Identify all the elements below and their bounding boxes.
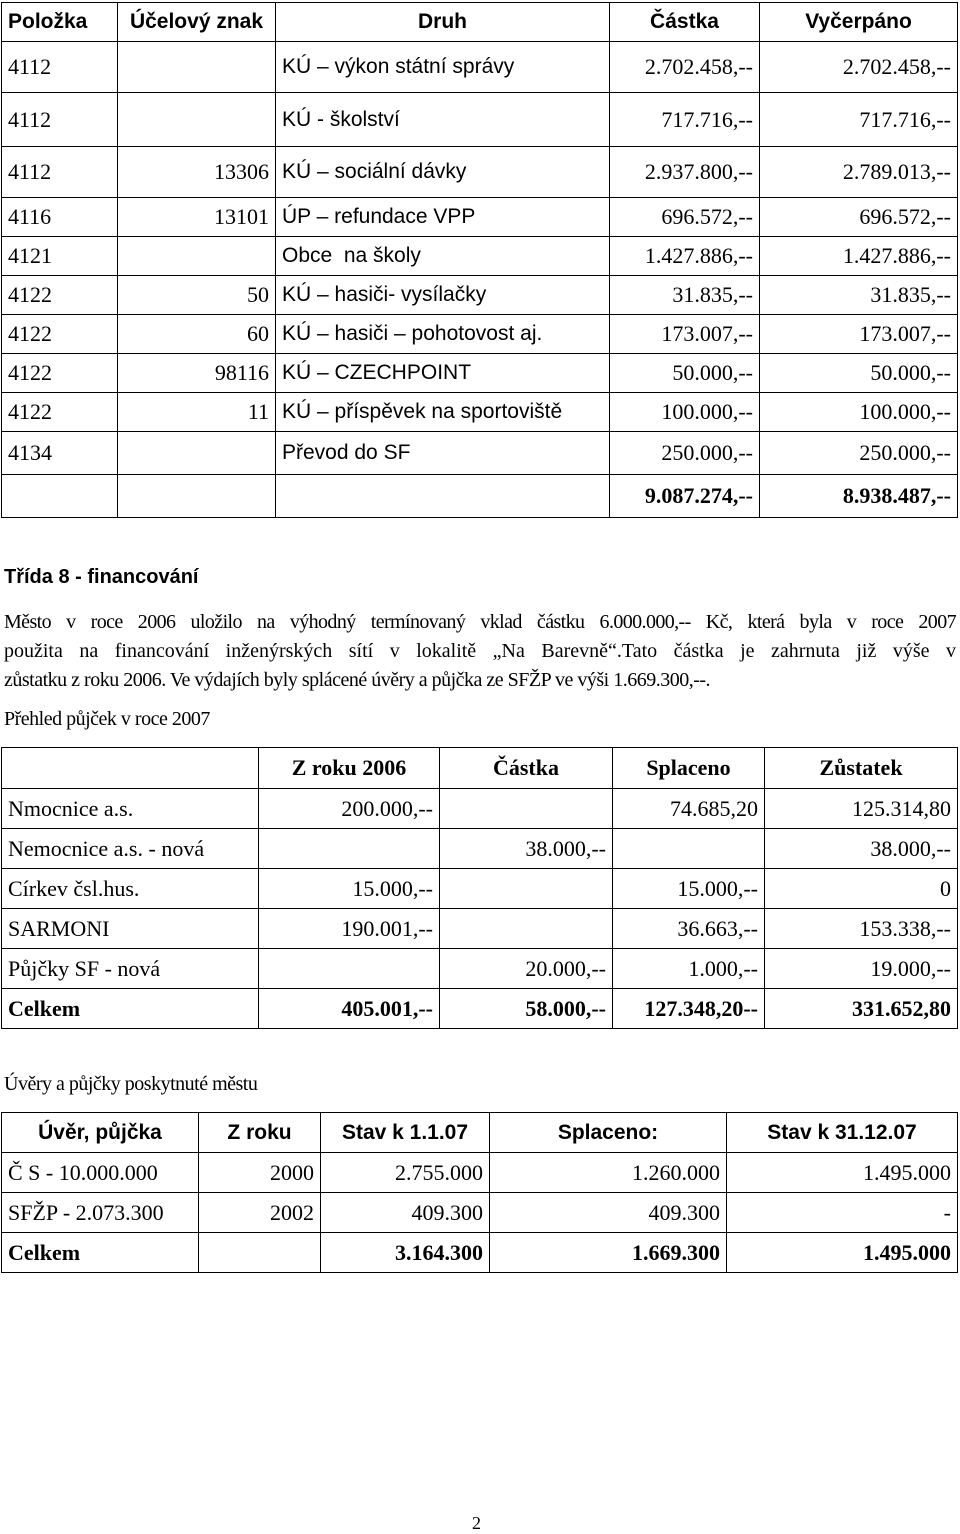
cell-ucelovy-znak [118,42,276,93]
cell-vycerpano: 2.789.013,-- [760,147,958,198]
table-row [2,869,958,909]
cell-polozka: 4134 [2,432,118,475]
credits-table [1,1112,958,1273]
cell-polozka: 4121 [2,237,118,276]
cell-ucelovy-znak: 13306 [118,147,276,198]
table-header-row [2,748,958,789]
col-header-castka: Částka [440,748,613,789]
cell-stav-1-1-07: 2.755.000 [321,1153,490,1193]
cell-ucelovy-znak [118,93,276,147]
cell-total-label: Celkem [2,989,259,1029]
col-header-druh: Druh [276,3,610,42]
col-header-uver-pujcka: Úvěr, půjčka [2,1113,199,1153]
col-header-stav-1-1-07: Stav k 1.1.07 [321,1113,490,1153]
cell-castka: 717.716,-- [610,93,760,147]
cell-castka [440,869,613,909]
cell-name: SARMONI [2,909,259,949]
cell-ucelovy-znak: 13101 [118,198,276,237]
cell-z-roku-2006 [259,949,440,989]
cell-druh: Obce na školy [276,237,610,276]
cell-z-roku-2006: 15.000,-- [259,869,440,909]
cell-zustatek: 19.000,-- [765,949,958,989]
cell-vycerpano: 717.716,-- [760,93,958,147]
table-row [2,276,958,315]
cell-polozka: 4112 [2,93,118,147]
cell-druh: KÚ – výkon státní správy [276,42,610,93]
col-header-z-roku-2006: Z roku 2006 [259,748,440,789]
cell-total-stav-1-1-07: 3.164.300 [321,1233,490,1273]
loans-table [1,747,958,1029]
paragraph-line: použita na financování inženýrských sítí v lokalitě „Na Barevně“.Tato částka je zahrnuta již výše v [4,640,956,662]
cell-uver-pujcka: Č S - 10.000.000 [2,1153,199,1193]
section-title: Třída 8 - financování [4,566,199,588]
cell-name: Nmocnice a.s. [2,789,259,829]
cell-total-zustatek: 331.652,80 [765,989,958,1029]
total-row [2,1233,958,1273]
cell-name: Církev čsl.hus. [2,869,259,909]
table-row [2,1153,958,1193]
cell-vycerpano: 696.572,-- [760,198,958,237]
table-row [2,909,958,949]
table-row [2,432,958,475]
cell-castka: 173.007,-- [610,315,760,354]
cell-druh: ÚP – refundace VPP [276,198,610,237]
cell-castka: 2.702.458,-- [610,42,760,93]
cell-castka [440,789,613,829]
cell-castka: 38.000,-- [440,829,613,869]
cell-stav-1-1-07: 409.300 [321,1193,490,1233]
cell-total-empty [2,475,118,518]
cell-castka: 696.572,-- [610,198,760,237]
table-row [2,198,958,237]
cell-ucelovy-znak: 98116 [118,354,276,393]
cell-splaceno: 36.663,-- [613,909,765,949]
cell-total-label: Celkem [2,1233,199,1273]
col-header-ucelovy-znak: Účelový znak [118,3,276,42]
col-header-name [2,748,259,789]
table-header-row [2,1113,958,1153]
cell-polozka: 4122 [2,393,118,432]
cell-castka: 100.000,-- [610,393,760,432]
credits-heading: Úvěry a půjčky poskytnuté městu [4,1073,258,1095]
cell-druh: KÚ – CZECHPOINT [276,354,610,393]
cell-castka: 2.937.800,-- [610,147,760,198]
table-row [2,315,958,354]
cell-total-splaceno: 127.348,20-- [613,989,765,1029]
cell-splaceno [613,829,765,869]
col-header-z-roku: Z roku [199,1113,321,1153]
paragraph-line: Město v roce 2006 uložilo na výhodný termínovaný vklad částku 6.000.000,-- Kč, která byla v roce 2007 [4,611,956,633]
cell-name: Nemocnice a.s. - nová [2,829,259,869]
total-row [2,989,958,1029]
table-row [2,829,958,869]
cell-splaceno: 409.300 [490,1193,727,1233]
col-header-splaceno: Splaceno: [490,1113,727,1153]
table-row [2,354,958,393]
cell-z-roku-2006: 190.001,-- [259,909,440,949]
table-row [2,237,958,276]
cell-castka: 250.000,-- [610,432,760,475]
cell-castka: 31.835,-- [610,276,760,315]
cell-ucelovy-znak [118,432,276,475]
cell-total-vycerpano: 8.938.487,-- [760,475,958,518]
cell-ucelovy-znak: 50 [118,276,276,315]
cell-castka: 50.000,-- [610,354,760,393]
cell-vycerpano: 250.000,-- [760,432,958,475]
cell-druh: KÚ - školství [276,93,610,147]
cell-druh: Převod do SF [276,432,610,475]
col-header-polozka: Položka [2,3,118,42]
cell-z-roku-2006: 200.000,-- [259,789,440,829]
cell-polozka: 4116 [2,198,118,237]
cell-total-z-roku-2006: 405.001,-- [259,989,440,1029]
cell-splaceno: 15.000,-- [613,869,765,909]
cell-total-splaceno: 1.669.300 [490,1233,727,1273]
cell-polozka: 4122 [2,315,118,354]
cell-zustatek: 0 [765,869,958,909]
cell-vycerpano: 100.000,-- [760,393,958,432]
cell-total-castka: 58.000,-- [440,989,613,1029]
table-row [2,393,958,432]
cell-polozka: 4112 [2,147,118,198]
cell-vycerpano: 173.007,-- [760,315,958,354]
cell-z-roku: 2000 [199,1153,321,1193]
col-header-castka: Částka [610,3,760,42]
cell-castka [440,909,613,949]
cell-stav-31-12-07: 1.495.000 [727,1153,958,1193]
loans-heading: Přehled půjček v roce 2007 [4,708,210,730]
table-row [2,789,958,829]
cell-druh: KÚ – hasiči- vysílačky [276,276,610,315]
cell-name: Půjčky SF - nová [2,949,259,989]
cell-zustatek: 153.338,-- [765,909,958,949]
cell-total-empty [118,475,276,518]
cell-vycerpano: 1.427.886,-- [760,237,958,276]
col-header-splaceno: Splaceno [613,748,765,789]
cell-druh: KÚ – sociální dávky [276,147,610,198]
cell-druh: KÚ – hasiči – pohotovost aj. [276,315,610,354]
cell-ucelovy-znak [118,237,276,276]
cell-splaceno: 1.000,-- [613,949,765,989]
cell-stav-31-12-07: - [727,1193,958,1233]
table-row [2,147,958,198]
cell-ucelovy-znak: 11 [118,393,276,432]
cell-total-stav-31-12-07: 1.495.000 [727,1233,958,1273]
cell-total-castka: 9.087.274,-- [610,475,760,518]
cell-polozka: 4122 [2,354,118,393]
cell-zustatek: 38.000,-- [765,829,958,869]
table-row [2,93,958,147]
col-header-stav-31-12-07: Stav k 31.12.07 [727,1113,958,1153]
cell-vycerpano: 2.702.458,-- [760,42,958,93]
cell-uver-pujcka: SFŽP - 2.073.300 [2,1193,199,1233]
cell-vycerpano: 50.000,-- [760,354,958,393]
table-row [2,42,958,93]
table-row [2,949,958,989]
cell-z-roku-2006 [259,829,440,869]
total-row [2,475,958,518]
cell-druh: KÚ – příspěvek na sportoviště [276,393,610,432]
cell-splaceno: 1.260.000 [490,1153,727,1193]
table-row [2,1193,958,1233]
cell-zustatek: 125.314,80 [765,789,958,829]
cell-total-empty [276,475,610,518]
cell-castka: 1.427.886,-- [610,237,760,276]
col-header-vycerpano: Vyčerpáno [760,3,958,42]
table-header-row [2,3,958,42]
cell-polozka: 4112 [2,42,118,93]
cell-vycerpano: 31.835,-- [760,276,958,315]
cell-ucelovy-znak: 60 [118,315,276,354]
page-number: 2 [472,1513,481,1533]
col-header-zustatek: Zůstatek [765,748,958,789]
financing-paragraph [4,608,956,695]
revenue-table [1,2,958,518]
cell-polozka: 4122 [2,276,118,315]
cell-splaceno: 74.685,20 [613,789,765,829]
cell-z-roku: 2002 [199,1193,321,1233]
cell-castka: 20.000,-- [440,949,613,989]
paragraph-line: zůstatku z roku 2006. Ve výdajích byly splácené úvěry a půjčka ze SFŽP ve výši 1.669.300,--. [4,669,711,691]
cell-total-z-roku [199,1233,321,1273]
